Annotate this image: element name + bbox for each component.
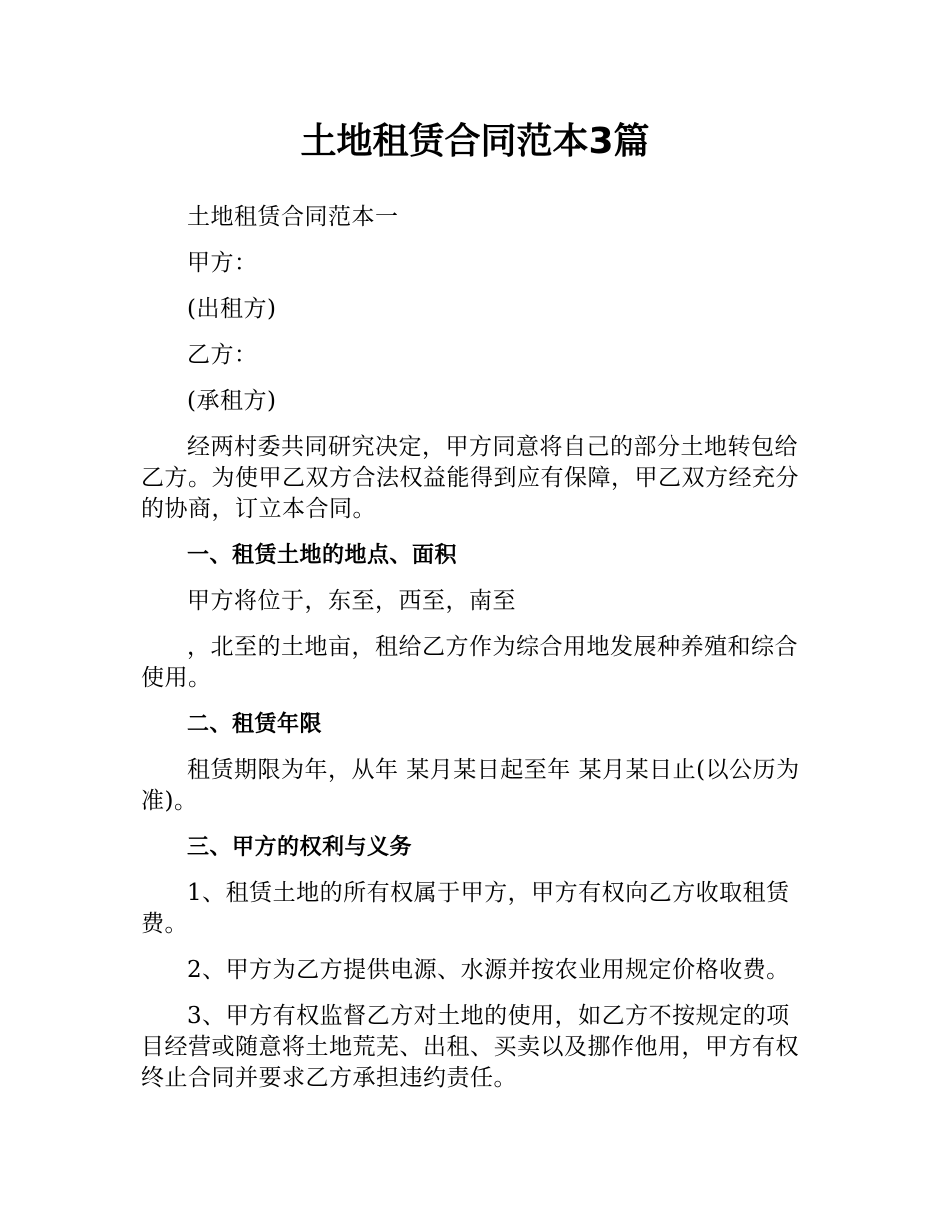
paragraph-clause-3: 3、甲方有权监督乙方对土地的使用，如乙方不按规定的项目经营或随意将土地荒芜、出租、买卖以及挪作他用，甲方有权终止合同并要求乙方承担违约责任。 (141, 1003, 799, 1091)
paragraph-clause-2: 2、甲方为乙方提供电源、水源并按农业用规定价格收费。 (187, 957, 790, 983)
document-title: 土地租赁合同范本3篇 (300, 121, 650, 162)
section-heading-location-area: 一、租赁土地的地点、面积 (187, 543, 458, 568)
section-heading-lease-term: 二、租赁年限 (187, 712, 323, 737)
section-heading-party-a-rights: 三、甲方的权利与义务 (187, 835, 413, 860)
paragraph-lessor: (出租方) (187, 296, 277, 322)
paragraph-lessee: (承租方) (187, 388, 277, 414)
paragraph-party-b: 乙方： (187, 342, 258, 368)
paragraph-location: 甲方将位于，东至，西至，南至 (187, 588, 516, 614)
paragraph-lease-term: 租赁期限为年，从年 某月某日起至年 某月某日止(以公历为准)。 (141, 757, 800, 814)
paragraph-contract-label: 土地租赁合同范本一 (187, 204, 399, 230)
paragraph-clause-1: 1、租赁土地的所有权属于甲方，甲方有权向乙方收取租赁费。 (141, 880, 790, 937)
paragraph-party-a: 甲方： (187, 250, 258, 276)
paragraph-area-use: ，北至的土地亩，租给乙方作为综合用地发展种养殖和综合使用。 (141, 634, 798, 691)
paragraph-preamble: 经两村委共同研究决定，甲方同意将自己的部分土地转包给乙方。为使甲乙双方合法权益能得到应有保障，甲乙双方经充分的协商，订立本合同。 (141, 434, 799, 522)
document-body (141, 202, 813, 1109)
